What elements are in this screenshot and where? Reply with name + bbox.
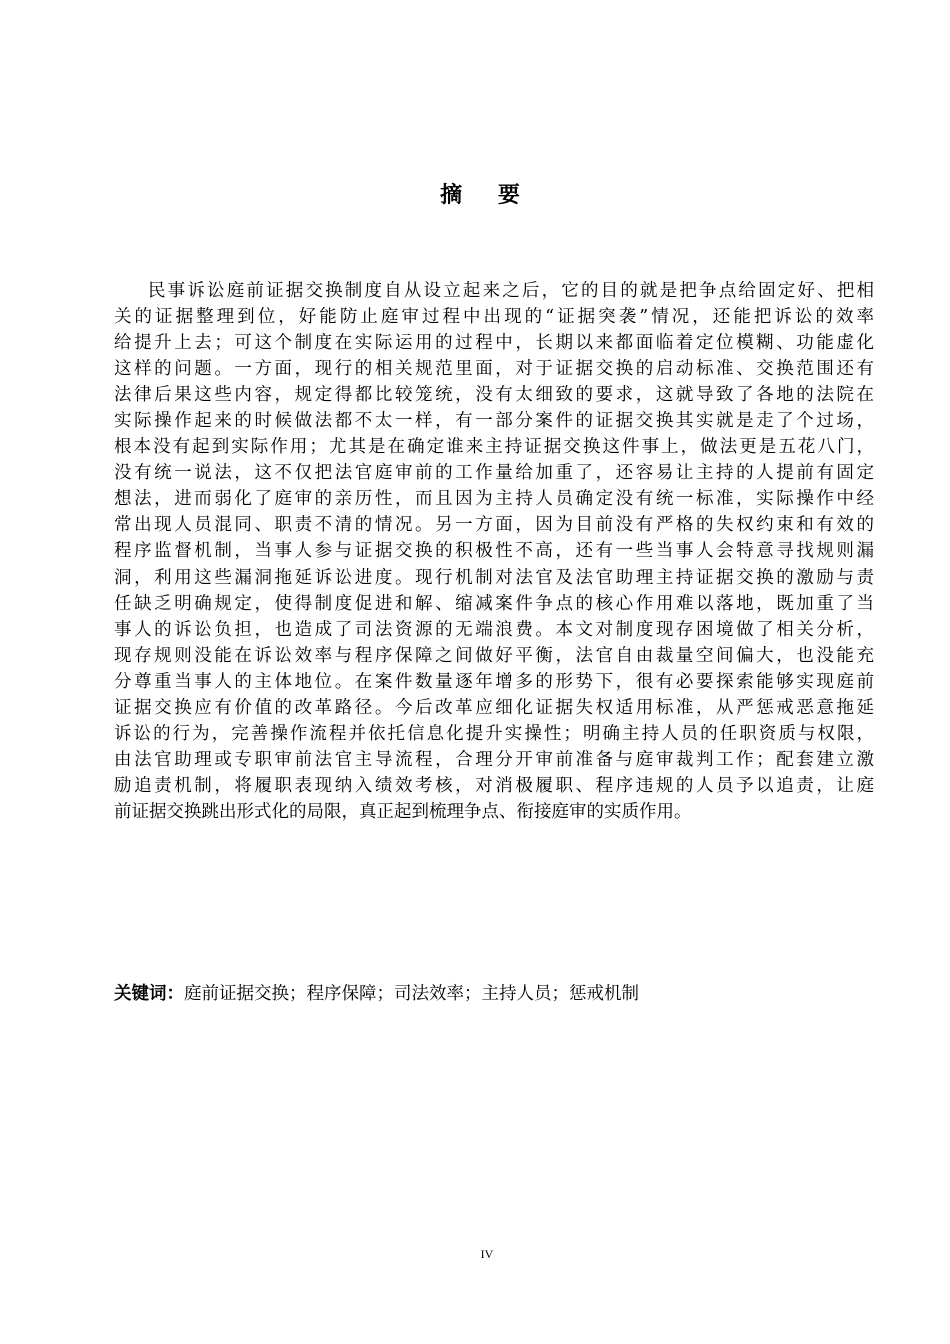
abstract-line: 任缺乏明确规定，使得制度促进和解、缩减案件争点的核心作用难以落地，既加重了当 — [114, 593, 874, 614]
abstract-line: 证据交换应有价值的改革路径。今后改革应细化证据失权适用标准，从严惩戒恶意拖延 — [114, 697, 874, 718]
abstract-line: 没有统一说法，这不仅把法官庭审前的工作量给加重了，还容易让主持的人提前有固定 — [114, 463, 874, 484]
abstract-line: 事人的诉讼负担，也造成了司法资源的无端浪费。本文对制度现存困境做了相关分析， — [114, 619, 874, 640]
abstract-line: 想法，进而弱化了庭审的亲历性，而且因为主持人员确定没有统一标准，实际操作中经 — [114, 489, 874, 510]
abstract-line: 民事诉讼庭前证据交换制度自从设立起来之后，它的目的就是把争点给固定好、把相 — [148, 281, 874, 301]
abstract-line: 分尊重当事人的主体地位。在案件数量逐年增多的形势下，很有必要探索能够实现庭前 — [114, 671, 874, 692]
page-number: IV — [480, 1247, 494, 1261]
keywords-label: 关键词： — [114, 984, 184, 1004]
abstract-line: 常出现人员混同、职责不清的情况。另一方面，因为目前没有严格的失权约束和有效的 — [114, 515, 874, 536]
abstract-line: 这样的问题。一方面，现行的相关规范里面，对于证据交换的启动标准、交换范围还有 — [114, 359, 874, 380]
abstract-line: 给提升上去；可这个制度在实际运用的过程中，长期以来都面临着定位模糊、功能虚化 — [114, 333, 874, 354]
abstract-line: 程序监督机制，当事人参与证据交换的积极性不高，还有一些当事人会特意寻找规则漏 — [114, 541, 874, 562]
abstract-line: 诉讼的行为，完善操作流程并依托信息化提升实操性；明确主持人员的任职资质与权限， — [114, 723, 874, 744]
abstract-line: 由法官助理或专职审前法官主导流程，合理分开审前准备与庭审裁判工作；配套建立激 — [114, 749, 874, 770]
keywords — [114, 980, 639, 1008]
abstract-line: 法律后果这些内容，规定得都比较笼统，没有太细致的要求，这就导致了各地的法院在 — [114, 385, 874, 406]
abstract-line: 根本没有起到实际作用；尤其是在确定谁来主持证据交换这件事上，做法更是五花八门， — [114, 437, 874, 458]
abstract-body — [114, 278, 874, 825]
abstract-line: 前证据交换跳出形式化的局限，真正起到梳理争点、衔接庭审的实质作用。 — [114, 801, 692, 822]
keywords-text: 庭前证据交换；程序保障；司法效率；主持人员；惩戒机制 — [184, 984, 639, 1004]
abstract-line: 实际操作起来的时候做法都不太一样，有一部分案件的证据交换其实就是走了个过场， — [114, 411, 874, 432]
abstract-line: 关的证据整理到位，好能防止庭审过程中出现的“证据突袭”情况，还能把诉讼的效率 — [114, 307, 874, 328]
abstract-line: 现存规则没能在诉讼效率与程序保障之间做好平衡，法官自由裁量空间偏大，也没能充 — [114, 645, 874, 666]
abstract-title: 摘 要 — [440, 182, 534, 208]
abstract-line: 洞，利用这些漏洞拖延诉讼进度。现行机制对法官及法官助理主持证据交换的激励与责 — [114, 567, 874, 588]
abstract-line: 励追责机制，将履职表现纳入绩效考核，对消极履职、程序违规的人员予以追责，让庭 — [114, 775, 874, 796]
